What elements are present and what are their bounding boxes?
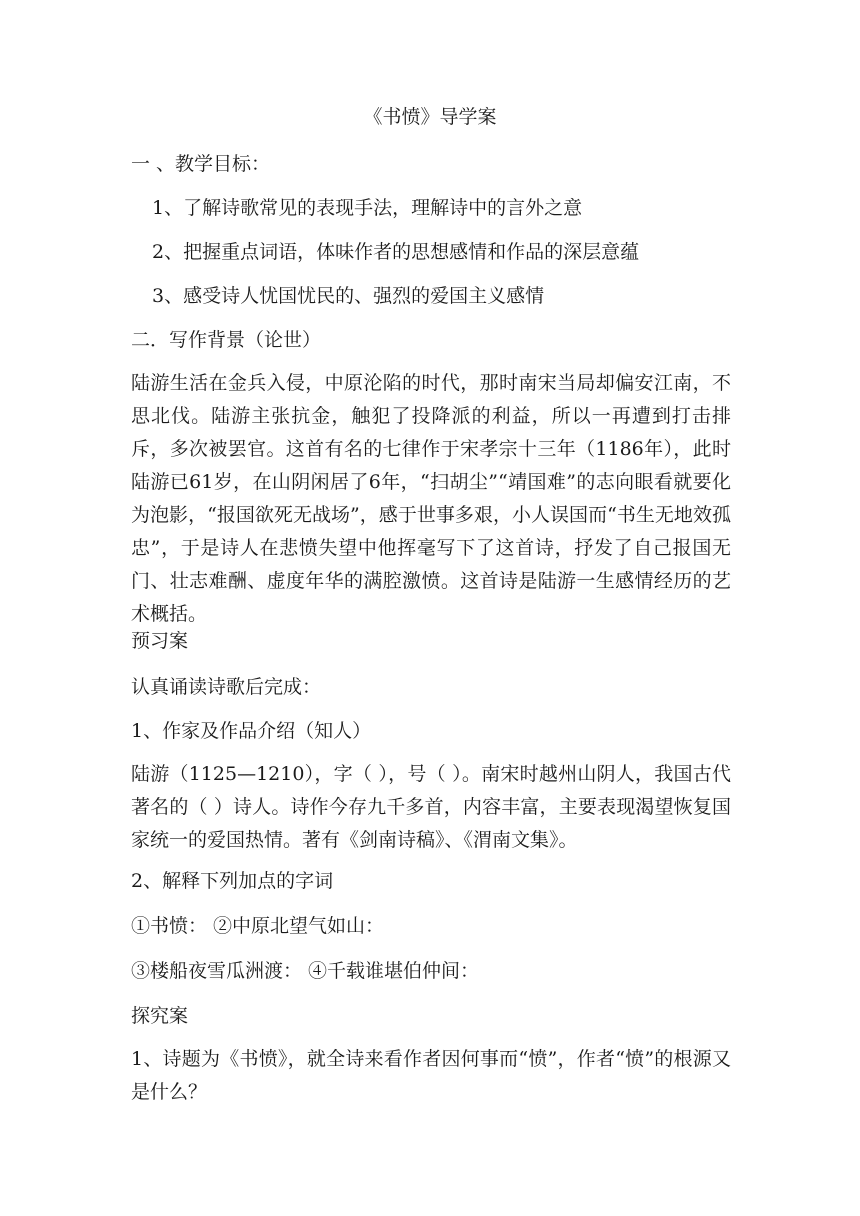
document-title: 《书愤》导学案 — [363, 106, 497, 128]
objective-item-2: 2、把握重点词语，体味作者的思想感情和作品的深层意蕴 — [152, 241, 640, 263]
preview-q2-heading: 2、解释下列加点的字词 — [131, 870, 334, 892]
explore-question-1: 1、诗题为《书愤》，就全诗来看作者因何事而“愤”，作者“愤”的根源又是什么？ — [131, 1048, 731, 1103]
preview-instruction: 认真诵读诗歌后完成： — [131, 676, 322, 698]
vocab-line-1: ①书愤： ②中原北望气如山： — [131, 915, 385, 937]
vocab-line-2: ③楼船夜雪瓜洲渡： ④千载谁堪伯仲间： — [131, 960, 480, 982]
preview-heading: 预习案 — [131, 630, 189, 652]
objective-item-3: 3、感受诗人忧国忧民的、强烈的爱国主义感情 — [152, 285, 545, 307]
section1-heading: 一 、教学目标： — [131, 153, 271, 175]
author-intro-paragraph: 陆游（1125—1210），字（ ），号（ ）。南宋时越州山阴人，我国古代著名的（ ）诗人。诗作今存九千多首，内容丰富，主要表现渴望恢复国家统一的爱国热情。著有《剑南诗稿》、《渭南文集》。 — [131, 763, 731, 851]
objective-item-1: 1、了解诗歌常见的表现手法，理解诗中的言外之意 — [152, 197, 583, 219]
background-paragraph: 陆游生活在金兵入侵，中原沦陷的时代，那时南宋当局却偏安江南，不思北伐。陆游主张抗金，触犯了投降派的利益，所以一再遭到打击排斥，多次被罢官。这首有名的七律作于宋孝宗十三年（1186年），此时陆游已61岁，在山阴闲居了6年，“扫胡尘”“靖国难”的志向眼看就要化为泡影，“报国欲死无战场”，感于世事多艰，小人误国而“书生无地效孤忠”，于是诗人在悲愤失望中他挥毫写下了这首诗，抒发了自己报国无门、壮志难酬、虚度年华的满腔激愤。这首诗是陆游一生感情经历的艺术概括。 — [131, 372, 731, 625]
preview-q1-heading: 1、作家及作品介绍（知人） — [131, 720, 372, 742]
explore-heading: 探究案 — [131, 1005, 189, 1027]
section2-heading: 二．写作背景（论世） — [131, 329, 322, 351]
